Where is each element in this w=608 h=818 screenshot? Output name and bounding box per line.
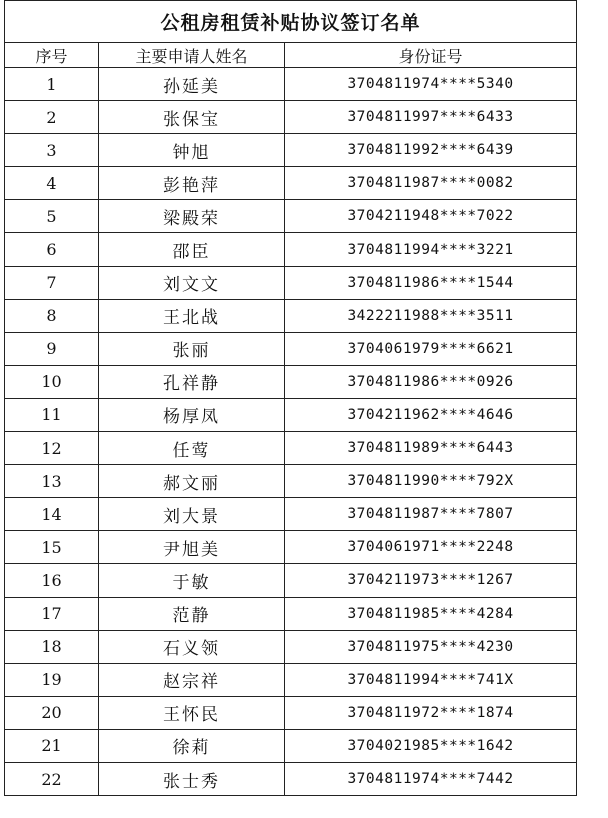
row-id-cell: 3704811994****741X (285, 663, 577, 696)
table-row (5, 729, 577, 762)
table-row (5, 101, 577, 134)
row-name-cell: 彭艳萍 (99, 167, 285, 200)
table-row (5, 266, 577, 299)
row-id-cell: 3704811989****6443 (285, 432, 577, 465)
row-id-cell: 3704811992****6439 (285, 134, 577, 167)
row-seq-cell: 11 (5, 398, 99, 431)
row-name-cell: 张士秀 (99, 762, 285, 795)
roster-table (4, 0, 577, 796)
row-seq-cell: 6 (5, 233, 99, 266)
table-row (5, 762, 577, 795)
row-seq-cell: 13 (5, 465, 99, 498)
row-id-cell: 3704811974****7442 (285, 762, 577, 795)
row-id-cell: 3704811975****4230 (285, 630, 577, 663)
row-name-cell: 孔祥静 (99, 365, 285, 398)
row-name-cell: 孙延美 (99, 68, 285, 101)
row-id-cell: 3704211962****4646 (285, 398, 577, 431)
row-name-cell: 于敏 (99, 564, 285, 597)
table-row (5, 398, 577, 431)
table-row (5, 531, 577, 564)
table-row (5, 167, 577, 200)
column-header-name: 主要申请人姓名 (99, 43, 285, 68)
table-row (5, 365, 577, 398)
row-seq-cell: 1 (5, 68, 99, 101)
table-body (5, 68, 577, 796)
row-name-cell: 尹旭美 (99, 531, 285, 564)
table-row (5, 134, 577, 167)
row-name-cell: 赵宗祥 (99, 663, 285, 696)
table-row (5, 332, 577, 365)
row-seq-cell: 2 (5, 101, 99, 134)
row-id-cell: 3704811986****1544 (285, 266, 577, 299)
row-name-cell: 任莺 (99, 432, 285, 465)
row-seq-cell: 9 (5, 332, 99, 365)
row-seq-cell: 4 (5, 167, 99, 200)
document-sheet (4, 0, 576, 796)
row-seq-cell: 19 (5, 663, 99, 696)
table-row (5, 597, 577, 630)
row-id-cell: 3704211973****1267 (285, 564, 577, 597)
column-header-id: 身份证号 (285, 43, 577, 68)
table-row (5, 564, 577, 597)
row-name-cell: 杨厚凤 (99, 398, 285, 431)
row-id-cell: 3704811987****7807 (285, 498, 577, 531)
row-seq-cell: 17 (5, 597, 99, 630)
row-seq-cell: 15 (5, 531, 99, 564)
row-id-cell: 3704811987****0082 (285, 167, 577, 200)
table-row (5, 299, 577, 332)
row-seq-cell: 10 (5, 365, 99, 398)
row-id-cell: 3704061971****2248 (285, 531, 577, 564)
title-row (5, 1, 577, 43)
row-id-cell: 3704811997****6433 (285, 101, 577, 134)
row-seq-cell: 18 (5, 630, 99, 663)
row-id-cell: 3704811985****4284 (285, 597, 577, 630)
table-row (5, 233, 577, 266)
row-name-cell: 王北战 (99, 299, 285, 332)
row-name-cell: 徐莉 (99, 729, 285, 762)
row-seq-cell: 5 (5, 200, 99, 233)
row-seq-cell: 12 (5, 432, 99, 465)
row-name-cell: 石义领 (99, 630, 285, 663)
row-name-cell: 梁殿荣 (99, 200, 285, 233)
row-name-cell: 刘文文 (99, 266, 285, 299)
row-seq-cell: 14 (5, 498, 99, 531)
column-header-seq: 序号 (5, 43, 99, 68)
table-row (5, 630, 577, 663)
row-seq-cell: 22 (5, 762, 99, 795)
table-row (5, 68, 577, 101)
row-seq-cell: 20 (5, 696, 99, 729)
row-id-cell: 3704811994****3221 (285, 233, 577, 266)
table-row (5, 465, 577, 498)
row-id-cell: 3422211988****3511 (285, 299, 577, 332)
row-name-cell: 范静 (99, 597, 285, 630)
row-name-cell: 钟旭 (99, 134, 285, 167)
row-name-cell: 刘大景 (99, 498, 285, 531)
row-id-cell: 3704211948****7022 (285, 200, 577, 233)
table-row (5, 663, 577, 696)
row-name-cell: 张丽 (99, 332, 285, 365)
row-seq-cell: 8 (5, 299, 99, 332)
row-id-cell: 3704811986****0926 (285, 365, 577, 398)
row-seq-cell: 7 (5, 266, 99, 299)
row-seq-cell: 16 (5, 564, 99, 597)
row-id-cell: 3704811972****1874 (285, 696, 577, 729)
table-row (5, 432, 577, 465)
row-id-cell: 3704021985****1642 (285, 729, 577, 762)
document-title: 公租房租赁补贴协议签订名单 (5, 1, 577, 43)
table-row (5, 696, 577, 729)
header-row (5, 43, 577, 68)
table-row (5, 200, 577, 233)
row-id-cell: 3704811990****792X (285, 465, 577, 498)
row-id-cell: 3704811974****5340 (285, 68, 577, 101)
row-id-cell: 3704061979****6621 (285, 332, 577, 365)
row-name-cell: 郝文丽 (99, 465, 285, 498)
table-row (5, 498, 577, 531)
row-name-cell: 张保宝 (99, 101, 285, 134)
row-seq-cell: 3 (5, 134, 99, 167)
row-seq-cell: 21 (5, 729, 99, 762)
row-name-cell: 王怀民 (99, 696, 285, 729)
row-name-cell: 邵臣 (99, 233, 285, 266)
